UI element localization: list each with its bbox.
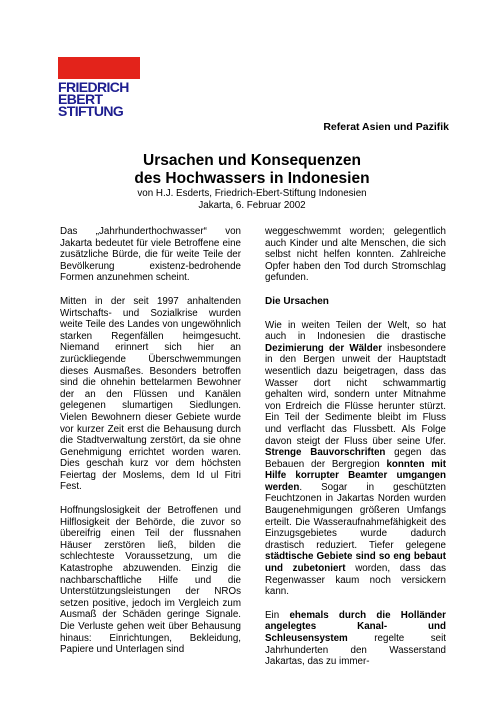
text-run: Ein	[265, 609, 290, 621]
text-run: Wie in weiten Teilen der Welt, so hat auch in Indonesien die drastische	[265, 319, 446, 343]
logo-line-2: EBERT	[58, 91, 103, 107]
text-run: insbesondere in den Bergen unweit der Hauptstadt wesentlich dazu beigetragen, dass das Wasser dort nicht schwammartig gehalten wird, sondern unter Mitnahme von Erdreich die Flüsse herunter stürzt. Ein Teil der Sedimente bleibt im Fluss und verflacht das Flussbett. Als Folge davon steigt der Fluss über seine Ufer.	[265, 342, 446, 447]
byline: von H.J. Esderts, Friedrich-Ebert-Stiftung Indonesien	[137, 188, 367, 199]
section-heading-causes: Die Ursachen	[265, 295, 329, 307]
dateline: Jakarta, 6. Februar 2002	[198, 200, 306, 211]
logo-line-3: STIFTUNG	[58, 103, 124, 119]
document-title	[0, 152, 504, 188]
text-run: regelte seit Jahrhunderten den Wasserstand Jakartas, das zu immer-	[265, 633, 446, 668]
paragraph-intro: Das „Jahrhunderthochwasser“ von Jakarta bedeutet für viele Betroffene eine zusätzliche Bürde, die für weite Teile der Bevölkerung existenz-bedrohende Formen anzunehmen scheint.	[60, 226, 241, 284]
paragraph-losses: weggeschwemmt worden; gelegentlich auch Kinder und alte Menschen, die sich selbst nicht helfen konnten. Zahlreiche Opfer haben den Tod durch Stromschlag gefunden.	[265, 226, 446, 284]
paragraph-crisis: Mitten in der seit 1997 anhaltenden Wirtschafts- und Sozialkrise wurden weite Teile des Landes von ungewöhnlich starken Regenfällen heimgesucht. Niemand erinnert sich hier an zurückliegende Überschwemmungen dieses Ausmaßes. Besonders betroffen sind die ohnehin bettelarmen Bewohner der an den Flüssen und Kanälen gelegenen slumartigen Siedlungen. Vielen Bewohnern dieser Gebiete wurde vor kurzer Zeit erst die Behausung durch die Stadtverwaltung zerstört, da sie ohne Genehmigung errichtet worden waren. Dies geschah kurz vor dem höchsten Feiertag der Moslems, dem Id ul Fitri Fest.	[60, 295, 241, 493]
text-run: gegen das Bebauen der Bergregion	[265, 447, 446, 470]
title-line-2: des Hochwassers in Indonesien	[134, 170, 370, 187]
emphasis-corruption: konnten mit Hilfe korrupter Beamter umgangen werden	[265, 458, 446, 493]
paragraph-helplessness: Hoffnungslosigkeit der Betroffenen und Hilflosigkeit der Behörde, die zuvor so übereifrig einen Teil der flussnahen Häuser zerstören ließ, bilden die schlechteste Voraussetzung, um die Katastrophe abzuwenden. Einzig die nachbarschaftliche Hilfe und die Unterstützungsleistungen der NROs setzen positive, jedoch im Vergleich zum Ausmaß der Schäden geringe Signale. Die Verluste gehen weit über Behausung hinaus: Einrichtungen, Bekleidung, Papiere und Unterlagen sind	[60, 505, 241, 656]
right-column	[265, 226, 446, 680]
left-column	[60, 226, 241, 668]
document-meta	[0, 188, 504, 212]
foundation-logo	[58, 57, 140, 117]
text-run: . Sogar in geschützten Feuchtzonen in Jakartas Norden wurden Baugenehmigungen größeren Umfangs erteilt. Die Wasseraufnahmefähigkeit des Einzugsgebietes wurde dadurch drastisch reduziert. Tiefer gelegene	[265, 481, 446, 551]
department-label: Referat Asien und Pazifik	[323, 121, 449, 133]
emphasis-canal-system: ehemals durch die Holländer angelegtes Kanal- und Schleusensystem	[265, 609, 446, 644]
logo-red-bar	[58, 57, 140, 79]
logo-line-1: FRIEDRICH	[58, 79, 129, 95]
logo-wordmark	[58, 81, 140, 117]
emphasis-deforestation: Dezimierung der Wälder	[265, 342, 383, 354]
text-run: worden, dass das Regenwasser kaum noch versickern kann.	[265, 563, 447, 598]
paragraph-causes	[265, 320, 446, 598]
emphasis-building-rules: Strenge Bauvorschriften	[265, 447, 386, 459]
paragraph-canal-system	[265, 610, 446, 668]
emphasis-urban-sealing: städtische Gebiete sind so eng bebaut und zubetoniert	[265, 551, 446, 575]
title-line-1: Ursachen und Konsequenzen	[143, 152, 361, 169]
